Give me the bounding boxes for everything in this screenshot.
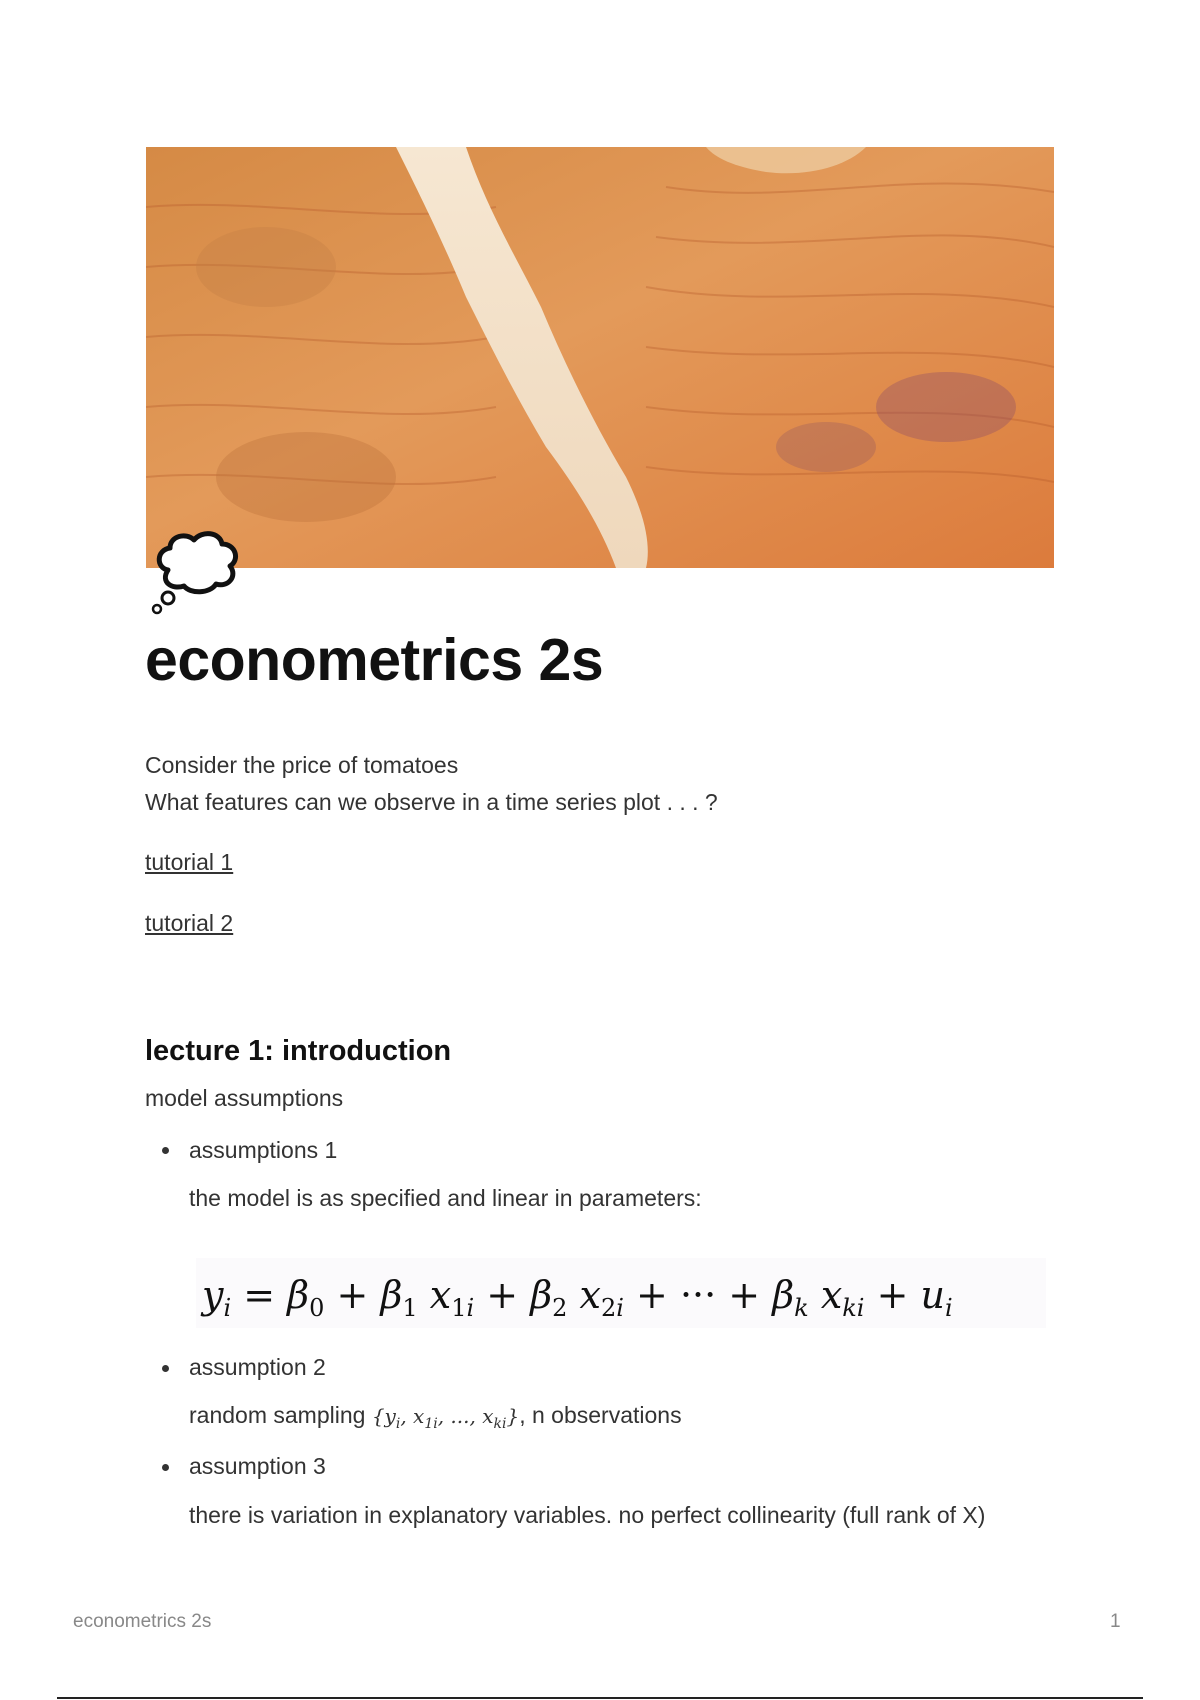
assumption-2-text-after: , n observations bbox=[519, 1402, 682, 1428]
bullet-icon bbox=[162, 1464, 169, 1471]
lecture-heading: lecture 1: introduction bbox=[145, 1035, 452, 1067]
footer-divider bbox=[57, 1697, 1143, 1699]
sample-set: {$y_i$, $x_{1i}$, ..., $x_{ki}$} bbox=[371, 1404, 520, 1432]
assumption-1-label: assumptions 1 bbox=[189, 1137, 338, 1163]
tutorial-1-link[interactable]: tutorial 1 bbox=[145, 849, 234, 875]
cover-image bbox=[146, 147, 1054, 568]
assumption-3-text: there is variation in explanatory variables. no perfect collinearity (full rank of X) bbox=[189, 1502, 986, 1528]
assumption-1-text: the model is as specified and linear in parameters: bbox=[189, 1185, 702, 1211]
lecture-subheading: model assumptions bbox=[145, 1085, 344, 1111]
intro-line-1: Consider the price of tomatoes bbox=[145, 752, 459, 778]
thought-bubble-icon bbox=[150, 524, 246, 616]
assumption-2-label: assumption 2 bbox=[189, 1354, 326, 1380]
bullet-icon bbox=[162, 1147, 169, 1154]
assumption-2-text bbox=[189, 1402, 682, 1432]
footer-title: econometrics 2s bbox=[73, 1611, 212, 1632]
assumption-3-label: assumption 3 bbox=[189, 1453, 326, 1479]
intro-line-2: What features can we observe in a time series plot . . . ? bbox=[145, 789, 718, 815]
page-title: econometrics 2s bbox=[145, 627, 604, 693]
page-number: 1 bbox=[1110, 1611, 1121, 1632]
bullet-icon bbox=[162, 1365, 169, 1372]
svg-text:yi = β0: $y_i$ = $\beta_0$ + $\beta_1$ $x_{1i}$ + $\beta_2$ $x_{2i}$ + ··· + $\beta_k$ $x_{ki}$ + $u_i$ bbox=[202, 1273, 953, 1322]
assumption-2-text-before: random sampling bbox=[189, 1402, 372, 1428]
tutorial-2-link[interactable]: tutorial 2 bbox=[145, 910, 234, 936]
linear-model-equation bbox=[196, 1258, 1046, 1328]
